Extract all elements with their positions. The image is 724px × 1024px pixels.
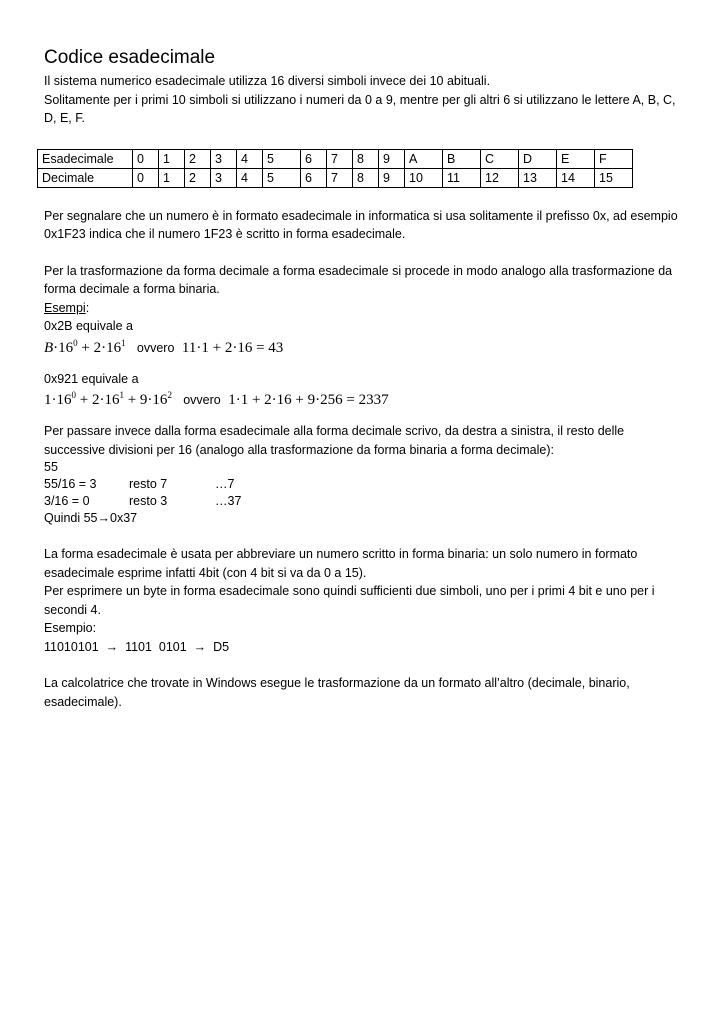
table-cell: 1 [159,168,185,187]
examples-label: Esempi [44,300,86,315]
example2-formula: $1\cdot 16^0 + 2\cdot 16^1 + 9\cdot 16^2$ ovvero 1·1 + 2·16 + 9·256 = 2337 [44,390,389,408]
hex-table [37,149,633,188]
example1-label: 0x2B equivale a [44,319,133,333]
example1-result: 11·1 + 2·16 = 43 [181,339,284,356]
table-cell: 1 [159,149,185,168]
table-cell: 3 [211,149,237,168]
table-cell: D [519,149,557,168]
table-cell: 4 [237,168,263,187]
table-cell: 2 [185,168,211,187]
table-cell: 7 [327,168,353,187]
division-result: Quindi 55→0x37 [44,511,138,525]
table-cell: 6 [301,149,327,168]
division-expr: 55/16 = 3 [44,477,97,491]
table-row [38,168,633,187]
table-cell: 8 [353,149,379,168]
table-cell: E [557,149,595,168]
table-cell: 2 [185,149,211,168]
table-cell: 3 [211,168,237,187]
transform-paragraph: Per la trasformazione da forma decimale a forma esadecimale si procede in modo analogo alla trasformazione da forma decimale a forma binaria. [44,263,673,296]
division-row [44,493,684,510]
byte-example: 11010101 → 1101 0101 → D5 [44,639,230,654]
division-expr: 3/16 = 0 [44,494,90,508]
table-cell: 5 [263,168,301,187]
example1-formula: $B\cdot 16^0 + 2\cdot 16^1$ ovvero 11·1 + 2·16 = 43 [44,337,284,356]
table-cell: B [443,149,481,168]
example2-result: 1·1 + 2·16 + 9·256 = 2337 [228,392,389,408]
intro-line-2: Solitamente per i primi 10 simboli si utilizzano i numeri da 0 a 9, mentre per gli altri 6 si utilizzano le lettere A, B, C, D, E, F. [44,92,676,125]
division-partial: …37 [215,494,242,508]
table-cell: 5 [263,149,301,168]
table-cell: 15 [595,168,633,187]
table-cell: 11 [443,168,481,187]
table-cell: 7 [327,149,353,168]
table-cell: 14 [557,168,595,187]
division-partial: …7 [215,477,235,491]
binary-paragraph-1: La forma esadecimale è usata per abbreviare un numero scritto in forma binaria: un solo numero in formato esadecimale esprime infatti 4bit (con 4 bit si va da 0 a 15). [44,547,638,580]
row-label-hex: Esadecimale [38,149,133,168]
table-cell: 0 [133,168,159,187]
examples-heading: Esempi: [44,300,90,315]
division-row [44,476,684,493]
intro-line-1: Il sistema numerico esadecimale utilizza 16 diversi simboli invece dei 10 abituali. [44,74,491,88]
ovvero-label: ovvero [183,393,221,407]
table-cell: 13 [519,168,557,187]
calculator-paragraph: La calcolatrice che trovate in Windows esegue le trasformazione da un formato all’altro (decimale, binario, esadecimale). [44,676,630,709]
esempio-label: Esempio: [44,621,97,635]
page-title: Codice esadecimale [44,47,216,68]
table-cell: 0 [133,149,159,168]
table-cell: C [481,149,519,168]
table-cell: 9 [379,149,405,168]
table-cell: 10 [405,168,443,187]
document-page [44,46,684,711]
prefix-paragraph: Per segnalare che un numero è in formato esadecimale in informatica si usa solitamente il prefisso 0x, ad esempio 0x1F23 indica che il numero 1F23 è scritto in forma esadecimale. [44,208,678,241]
row-label-dec: Decimale [38,168,133,187]
example2-label: 0x921 equivale a [44,371,139,386]
table-cell: 4 [237,149,263,168]
table-cell: 12 [481,168,519,187]
binary-paragraph-2: Per esprimere un byte in forma esadecimale sono quindi sufficienti due simboli, uno per i primi 4 bit e uno per i secondi 4. [44,584,655,617]
table-cell: 9 [379,168,405,187]
table-cell: F [595,149,633,168]
division-rest: resto 3 [129,494,168,508]
table-row [38,149,633,168]
table-cell: 8 [353,168,379,187]
table-cell: 6 [301,168,327,187]
division-rest: resto 7 [129,477,168,491]
ovvero-label: ovvero [136,340,175,355]
table-cell: A [405,149,443,168]
passare-paragraph: Per passare invece dalla forma esadecimale alla forma decimale scrivo, da destra a sinistra, il resto delle successive divisioni per 16 (analogo alla trasformazione da forma binaria a forma decimale): [44,424,625,457]
division-start: 55 [44,460,58,474]
